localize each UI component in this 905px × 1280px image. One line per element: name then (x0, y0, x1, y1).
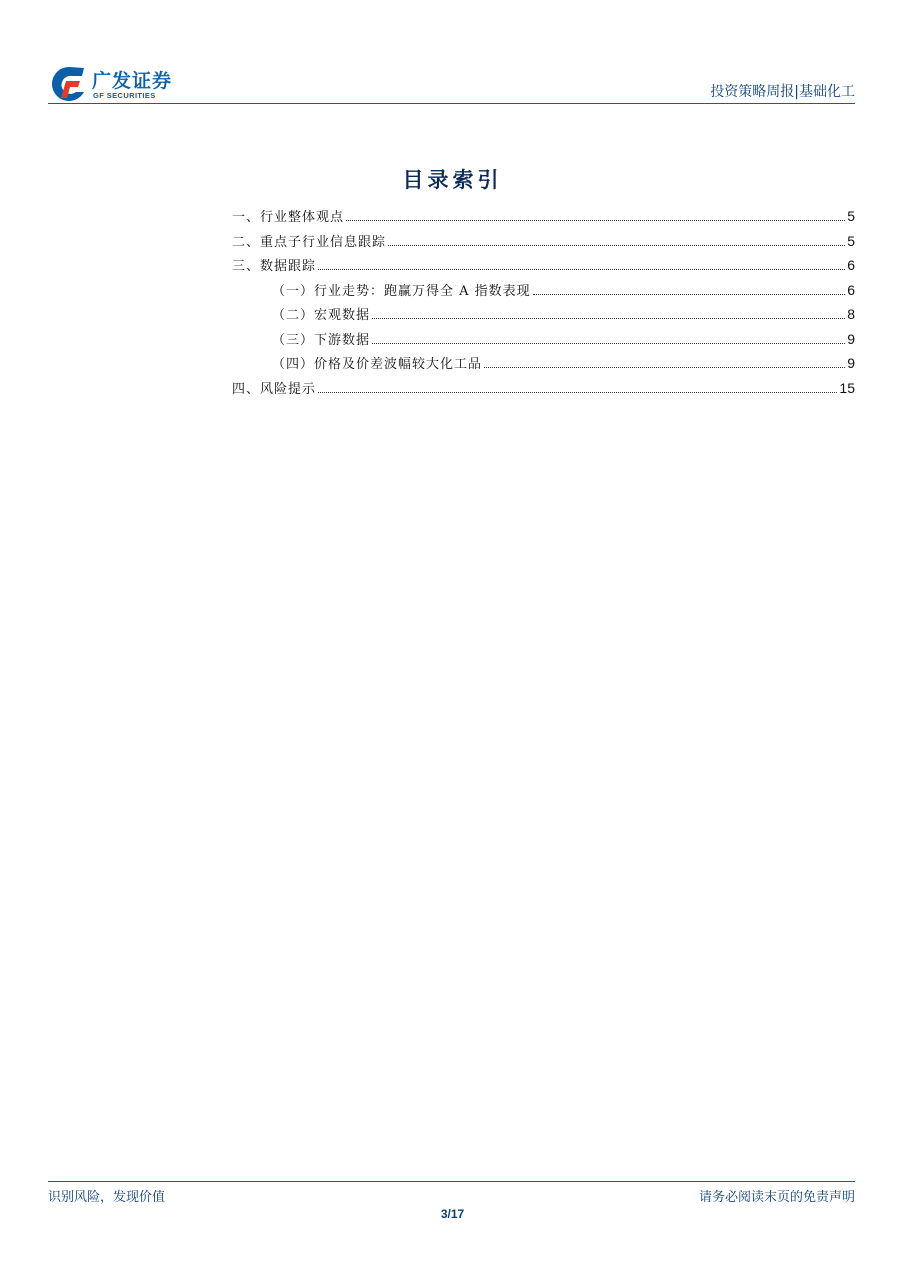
footer-divider (48, 1181, 855, 1182)
toc-entry-page: 6 (847, 281, 855, 298)
toc-entry-label: 四、风险提示 (232, 381, 317, 397)
toc-leader-dots (372, 343, 845, 344)
toc-leader-dots (318, 392, 837, 393)
gf-securities-logo (48, 64, 198, 104)
toc-entry[interactable] (232, 206, 855, 231)
toc-leader-dots (388, 245, 845, 246)
toc-entry-label: 三、数据跟踪 (232, 259, 317, 274)
table-of-contents (232, 206, 855, 402)
toc-leader-dots (318, 269, 845, 270)
logo-chinese-name: 广发证券 (92, 70, 173, 92)
toc-entry-label: （三）下游数据 (272, 332, 371, 348)
toc-subentry[interactable] (232, 280, 855, 305)
page-number: 3/17 (440, 1207, 465, 1221)
toc-subentry[interactable] (232, 353, 855, 378)
toc-entry[interactable] (232, 255, 855, 280)
report-type-label: 投资策略周报|基础化工 (710, 84, 855, 100)
toc-entry-page: 5 (847, 208, 855, 224)
toc-entry-page: 9 (847, 355, 855, 371)
footer-disclaimer-notice: 请务必阅读末页的免责声明 (698, 1190, 855, 1205)
page-header (48, 58, 855, 104)
toc-entry-page: 9 (847, 330, 855, 347)
toc-leader-dots (372, 318, 845, 319)
toc-entry[interactable] (232, 231, 855, 256)
toc-entry-label: 一、行业整体观点 (232, 210, 345, 225)
toc-entry-page: 6 (847, 257, 855, 273)
gf-logo-mark-icon (48, 64, 90, 104)
toc-entry-page: 15 (839, 379, 855, 396)
toc-entry-label: （四）价格及价差波幅较大化工品 (272, 357, 483, 372)
toc-subentry[interactable] (232, 329, 855, 354)
toc-title: 目录索引 (402, 167, 503, 192)
toc-entry-label: （一）行业走势：跑赢万得全 A 指数表现 (272, 283, 531, 299)
toc-leader-dots (346, 220, 845, 221)
toc-entry-label: （二）宏观数据 (272, 308, 371, 323)
header-divider (48, 103, 855, 104)
toc-entry-label: 二、重点子行业信息跟踪 (232, 234, 387, 250)
toc-entry-page: 8 (847, 306, 855, 322)
toc-entry-page: 5 (847, 232, 855, 249)
toc-subentry[interactable] (232, 304, 855, 329)
footer-slogan: 识别风险，发现价值 (48, 1190, 166, 1205)
toc-leader-dots (533, 294, 846, 295)
toc-entry[interactable] (232, 378, 855, 403)
toc-leader-dots (484, 367, 845, 368)
logo-english-name: GF SECURITIES (93, 91, 156, 100)
